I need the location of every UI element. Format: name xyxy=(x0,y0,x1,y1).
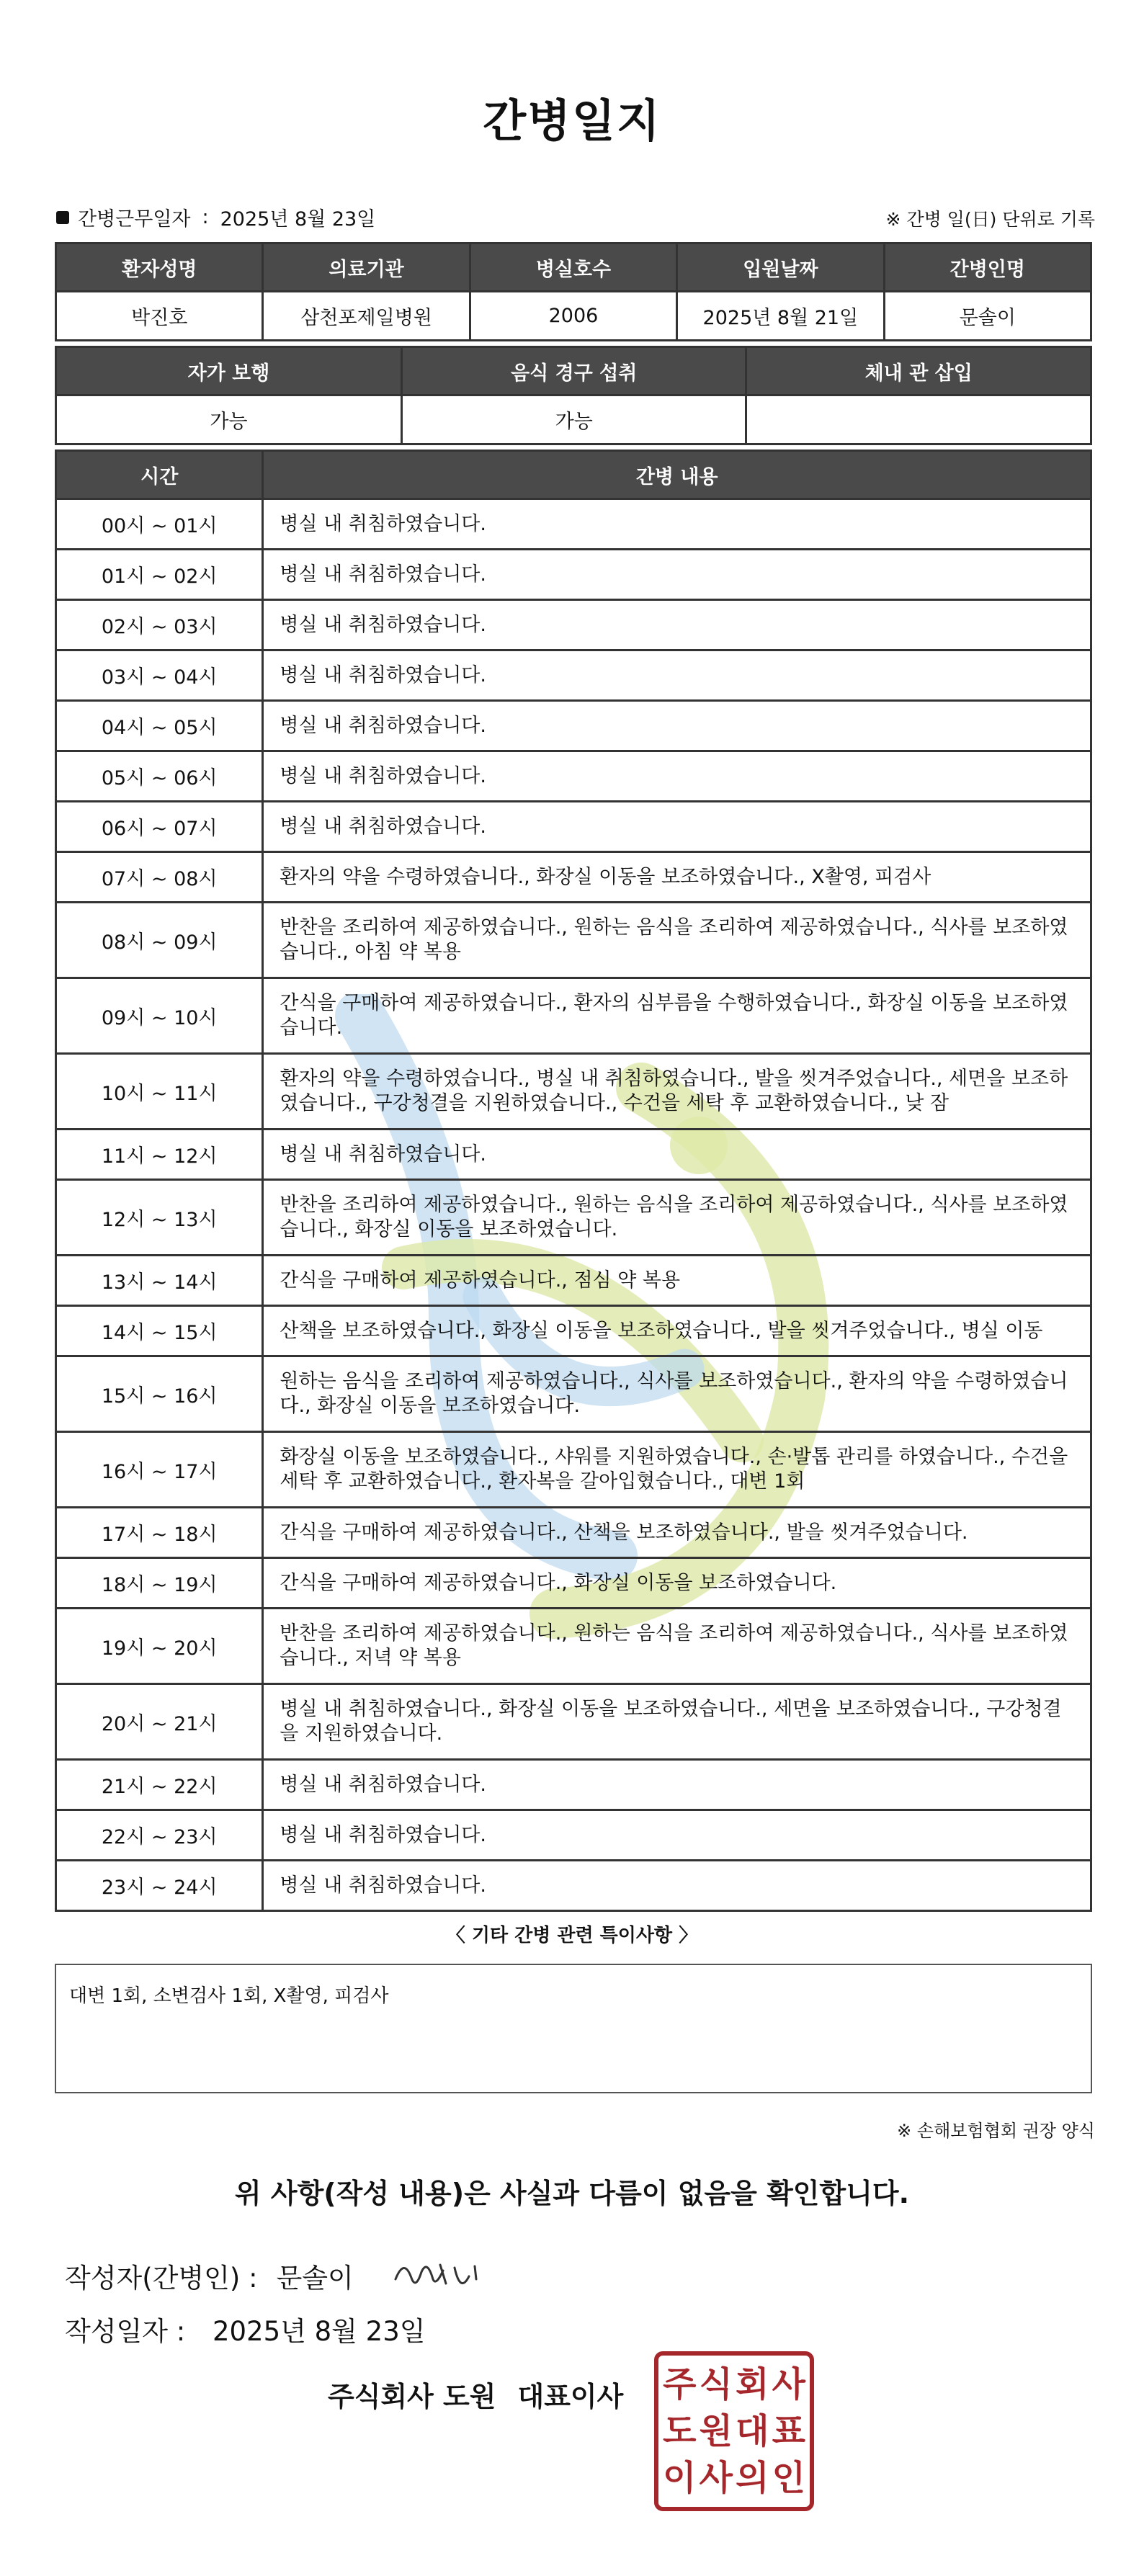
care-content: 병실 내 취침하였습니다. xyxy=(263,600,1091,650)
care-content: 병실 내 취침하였습니다. xyxy=(263,650,1091,701)
table-row xyxy=(56,1760,1091,1810)
table-row xyxy=(56,802,1091,852)
care-content: 병실 내 취침하였습니다. xyxy=(263,701,1091,751)
care-content: 병실 내 취침하였습니다. xyxy=(263,550,1091,600)
work-date xyxy=(56,203,375,231)
care-content: 반찬을 조리하여 제공하였습니다., 원하는 음식을 조리하여 제공하였습니다., 식사를 보조하였습니다., 화장실 이동을 보조하였습니다. xyxy=(263,1180,1091,1256)
form-source-note: ※ 손해보험협회 권장 양식 xyxy=(897,2121,1095,2141)
seal-char: 주 xyxy=(663,2364,697,2405)
header-hospital: 의료기관 xyxy=(263,243,470,292)
time-slot: 14시 ~ 15시 xyxy=(56,1306,263,1356)
care-log-header-row xyxy=(56,451,1091,499)
table-row xyxy=(56,1306,1091,1356)
written-date-label: 작성일자 : xyxy=(65,2316,186,2347)
table-row xyxy=(56,1180,1091,1256)
header-oral-intake: 음식 경구 섭취 xyxy=(401,347,746,395)
page-title: 간병일지 xyxy=(483,94,661,147)
time-slot: 21시 ~ 22시 xyxy=(56,1760,263,1810)
room-number: 2006 xyxy=(470,292,676,341)
header-room: 병실호수 xyxy=(470,243,676,292)
time-slot: 18시 ~ 19시 xyxy=(56,1558,263,1609)
table-row xyxy=(56,1054,1091,1130)
time-slot: 00시 ~ 01시 xyxy=(56,499,263,550)
time-slot: 06시 ~ 07시 xyxy=(56,802,263,852)
care-content: 간식을 구매하여 제공하였습니다., 환자의 심부름을 수행하였습니다., 화장실 이동을 보조하였습니다. xyxy=(263,978,1091,1054)
self-walking-value: 가능 xyxy=(56,395,402,444)
header-caregiver-name: 간병인명 xyxy=(884,243,1091,292)
written-date-value: 2025년 8월 23일 xyxy=(212,2316,426,2347)
ability-value-row xyxy=(56,395,1091,444)
seal-char: 도 xyxy=(663,2410,697,2451)
seal-char: 식 xyxy=(699,2364,733,2405)
time-slot: 10시 ~ 11시 xyxy=(56,1054,263,1130)
signature-image xyxy=(390,2250,483,2301)
care-content: 병실 내 취침하였습니다. xyxy=(263,1130,1091,1180)
header-time: 시간 xyxy=(56,451,263,499)
header-self-walking: 자가 보행 xyxy=(56,347,402,395)
care-content: 원하는 음식을 조리하여 제공하였습니다., 식사를 보조하였습니다., 환자의 약을 수령하였습니다., 화장실 이동을 보조하였습니다. xyxy=(263,1356,1091,1432)
time-slot: 16시 ~ 17시 xyxy=(56,1432,263,1508)
care-content: 산책을 보조하였습니다., 화장실 이동을 보조하였습니다., 발을 씻겨주었습니다., 병실 이동 xyxy=(263,1306,1091,1356)
time-slot: 03시 ~ 04시 xyxy=(56,650,263,701)
time-slot: 07시 ~ 08시 xyxy=(56,852,263,903)
written-date-line xyxy=(65,2309,426,2348)
care-content: 환자의 약을 수령하였습니다., 병실 내 취침하였습니다., 발을 씻겨주었습니다., 세면을 보조하였습니다., 구강청결을 지원하였습니다., 수건을 세탁 후 교환하였습니다., 낮 잠 xyxy=(263,1054,1091,1130)
table-row xyxy=(56,1130,1091,1180)
time-slot: 22시 ~ 23시 xyxy=(56,1810,263,1861)
seal-char: 이 xyxy=(663,2457,697,2498)
table-row xyxy=(56,600,1091,650)
work-date-separator: : xyxy=(202,206,209,228)
time-slot: 11시 ~ 12시 xyxy=(56,1130,263,1180)
remarks-title: 〈 기타 간병 관련 특이사항 〉 xyxy=(446,1925,698,1946)
seal-char: 인 xyxy=(772,2457,805,2498)
seal-char: 사 xyxy=(699,2457,733,2498)
seal-char: 원 xyxy=(699,2410,733,2451)
time-slot: 04시 ~ 05시 xyxy=(56,701,263,751)
writer-name: 문솔이 xyxy=(276,2263,354,2294)
care-content: 화장실 이동을 보조하였습니다., 샤워를 지원하였습니다., 손·발톱 관리를 하였습니다., 수건을 세탁 후 교환하였습니다., 환자복을 갈아입혔습니다., 대변 1회 xyxy=(263,1432,1091,1508)
time-slot: 23시 ~ 24시 xyxy=(56,1861,263,1911)
table-row xyxy=(56,550,1091,600)
writer-label: 작성자(간병인) : xyxy=(65,2263,258,2294)
table-row xyxy=(56,1558,1091,1609)
time-slot: 08시 ~ 09시 xyxy=(56,903,263,978)
company-name: 주식회사 도원 xyxy=(328,2381,496,2412)
care-content: 반찬을 조리하여 제공하였습니다., 원하는 음식을 조리하여 제공하였습니다., 식사를 보조하였습니다., 아침 약 복용 xyxy=(263,903,1091,978)
table-row xyxy=(56,1508,1091,1558)
patient-info-header-row xyxy=(56,243,1091,292)
oral-intake-value: 가능 xyxy=(401,395,746,444)
square-bullet-icon xyxy=(56,211,69,224)
time-slot: 01시 ~ 02시 xyxy=(56,550,263,600)
table-row xyxy=(56,650,1091,701)
table-row xyxy=(56,1684,1091,1760)
time-slot: 19시 ~ 20시 xyxy=(56,1609,263,1684)
company-seal-stamp xyxy=(654,2351,814,2511)
record-unit-note: ※ 간병 일(日) 단위로 기록 xyxy=(885,209,1095,230)
time-slot: 02시 ~ 03시 xyxy=(56,600,263,650)
header-admission-date: 입원날짜 xyxy=(677,243,884,292)
table-row xyxy=(56,978,1091,1054)
seal-char: 대 xyxy=(736,2410,769,2451)
seal-char: 사 xyxy=(772,2364,805,2405)
patient-ability-table xyxy=(55,346,1092,445)
admission-date: 2025년 8월 21일 xyxy=(677,292,884,341)
care-content: 병실 내 취침하였습니다. xyxy=(263,1861,1091,1911)
writer-line xyxy=(65,2250,483,2301)
seal-char: 회 xyxy=(736,2364,769,2405)
care-content: 반찬을 조리하여 제공하였습니다., 원하는 음식을 조리하여 제공하였습니다., 식사를 보조하였습니다., 저녁 약 복용 xyxy=(263,1609,1091,1684)
care-content: 병실 내 취침하였습니다. xyxy=(263,802,1091,852)
hospital-name: 삼천포제일병원 xyxy=(263,292,470,341)
time-slot: 09시 ~ 10시 xyxy=(56,978,263,1054)
patient-name: 박진호 xyxy=(56,292,263,341)
care-content: 간식을 구매하여 제공하였습니다., 산책을 보조하였습니다., 발을 씻겨주었습니다. xyxy=(263,1508,1091,1558)
time-slot: 15시 ~ 16시 xyxy=(56,1356,263,1432)
remarks-box xyxy=(55,1964,1092,2093)
table-row xyxy=(56,1256,1091,1306)
care-content: 간식을 구매하여 제공하였습니다., 점심 약 복용 xyxy=(263,1256,1091,1306)
care-content: 병실 내 취침하였습니다. xyxy=(263,1760,1091,1810)
table-row xyxy=(56,1356,1091,1432)
time-slot: 05시 ~ 06시 xyxy=(56,751,263,802)
care-content: 간식을 구매하여 제공하였습니다., 화장실 이동을 보조하였습니다. xyxy=(263,1558,1091,1609)
seal-char: 표 xyxy=(772,2410,805,2451)
care-content: 병실 내 취침하였습니다. xyxy=(263,1810,1091,1861)
header-care-content: 간병 내용 xyxy=(263,451,1091,499)
tube-insertion-value xyxy=(746,395,1091,444)
table-row xyxy=(56,701,1091,751)
table-row xyxy=(56,499,1091,550)
representative-title: 대표이사 xyxy=(517,2381,624,2412)
care-content: 병실 내 취침하였습니다. xyxy=(263,751,1091,802)
table-row xyxy=(56,1432,1091,1508)
care-content: 병실 내 취침하였습니다. xyxy=(263,499,1091,550)
ability-header-row xyxy=(56,347,1091,395)
patient-info-value-row xyxy=(56,292,1091,341)
remarks-text: 대변 1회, 소변검사 1회, X촬영, 피검사 xyxy=(69,1985,389,2007)
time-slot: 17시 ~ 18시 xyxy=(56,1508,263,1558)
header-patient-name: 환자성명 xyxy=(56,243,263,292)
time-slot: 20시 ~ 21시 xyxy=(56,1684,263,1760)
table-row xyxy=(56,903,1091,978)
care-content: 병실 내 취침하였습니다., 화장실 이동을 보조하였습니다., 세면을 보조하였습니다., 구강청결을 지원하였습니다. xyxy=(263,1684,1091,1760)
caregiver-name: 문솔이 xyxy=(884,292,1091,341)
header-tube-insertion: 체내 관 삽입 xyxy=(746,347,1091,395)
table-row xyxy=(56,852,1091,903)
table-row xyxy=(56,1609,1091,1684)
care-log-table xyxy=(55,450,1092,1912)
work-date-label: 간병근무일자 xyxy=(78,208,191,231)
table-row xyxy=(56,751,1091,802)
seal-char: 의 xyxy=(736,2457,769,2498)
company-signature-line xyxy=(328,2374,623,2414)
table-row xyxy=(56,1810,1091,1861)
work-date-value: 2025년 8월 23일 xyxy=(220,208,376,231)
table-row xyxy=(56,1861,1091,1911)
time-slot: 13시 ~ 14시 xyxy=(56,1256,263,1306)
confirmation-statement: 위 사항(작성 내용)은 사실과 다름이 없음을 확인합니다. xyxy=(234,2178,910,2209)
time-slot: 12시 ~ 13시 xyxy=(56,1180,263,1256)
care-content: 환자의 약을 수령하였습니다., 화장실 이동을 보조하였습니다., X촬영, 피검사 xyxy=(263,852,1091,903)
patient-info-table xyxy=(55,242,1092,341)
